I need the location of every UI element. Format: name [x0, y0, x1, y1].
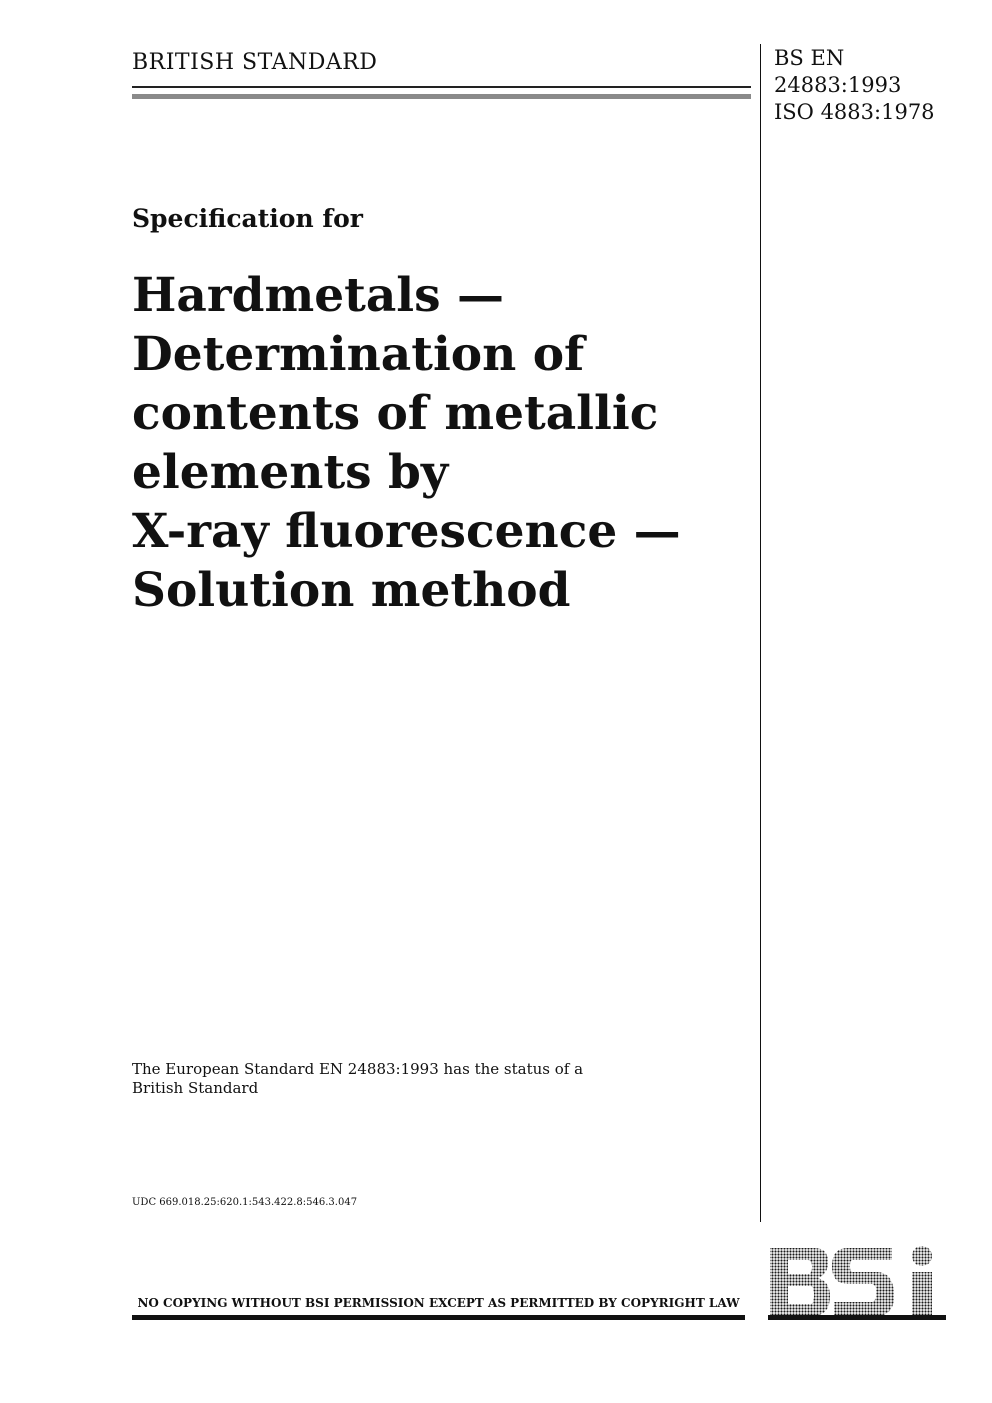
status-line: The European Standard EN 24883:1993 has the status of a [132, 1060, 584, 1078]
standard-number-bsen: BS EN [774, 46, 845, 70]
footer-rule [132, 1315, 745, 1320]
bsi-logo [768, 1244, 946, 1324]
title-prefix: Specification for [132, 204, 363, 233]
standard-number-iso: ISO 4883:1978 [774, 100, 935, 124]
series-label: BRITISH STANDARD [132, 50, 378, 75]
document-title [132, 266, 747, 620]
standard-numbers [774, 45, 935, 126]
title-line: Determination of [132, 327, 585, 382]
title-line: elements by [132, 445, 449, 500]
vertical-divider [760, 44, 761, 1222]
title-line: X-ray fluorescence — [132, 504, 681, 559]
standard-number-year: 24883:1993 [774, 73, 902, 97]
copyright-notice: NO COPYING WITHOUT BSI PERMISSION EXCEPT AS PERMITTED BY COPYRIGHT LAW [137, 1296, 740, 1310]
title-line: contents of metallic [132, 386, 659, 441]
title-line: Solution method [132, 563, 571, 618]
header-rule-thick [132, 94, 751, 99]
udc-code: UDC 669.018.25:620.1:543.422.8:546.3.047 [132, 1197, 358, 1208]
logo-base-rule [768, 1315, 946, 1320]
header-rule-thin [132, 86, 751, 88]
status-note [132, 1060, 692, 1098]
status-line: British Standard [132, 1079, 259, 1097]
title-line: Hardmetals — [132, 268, 504, 323]
